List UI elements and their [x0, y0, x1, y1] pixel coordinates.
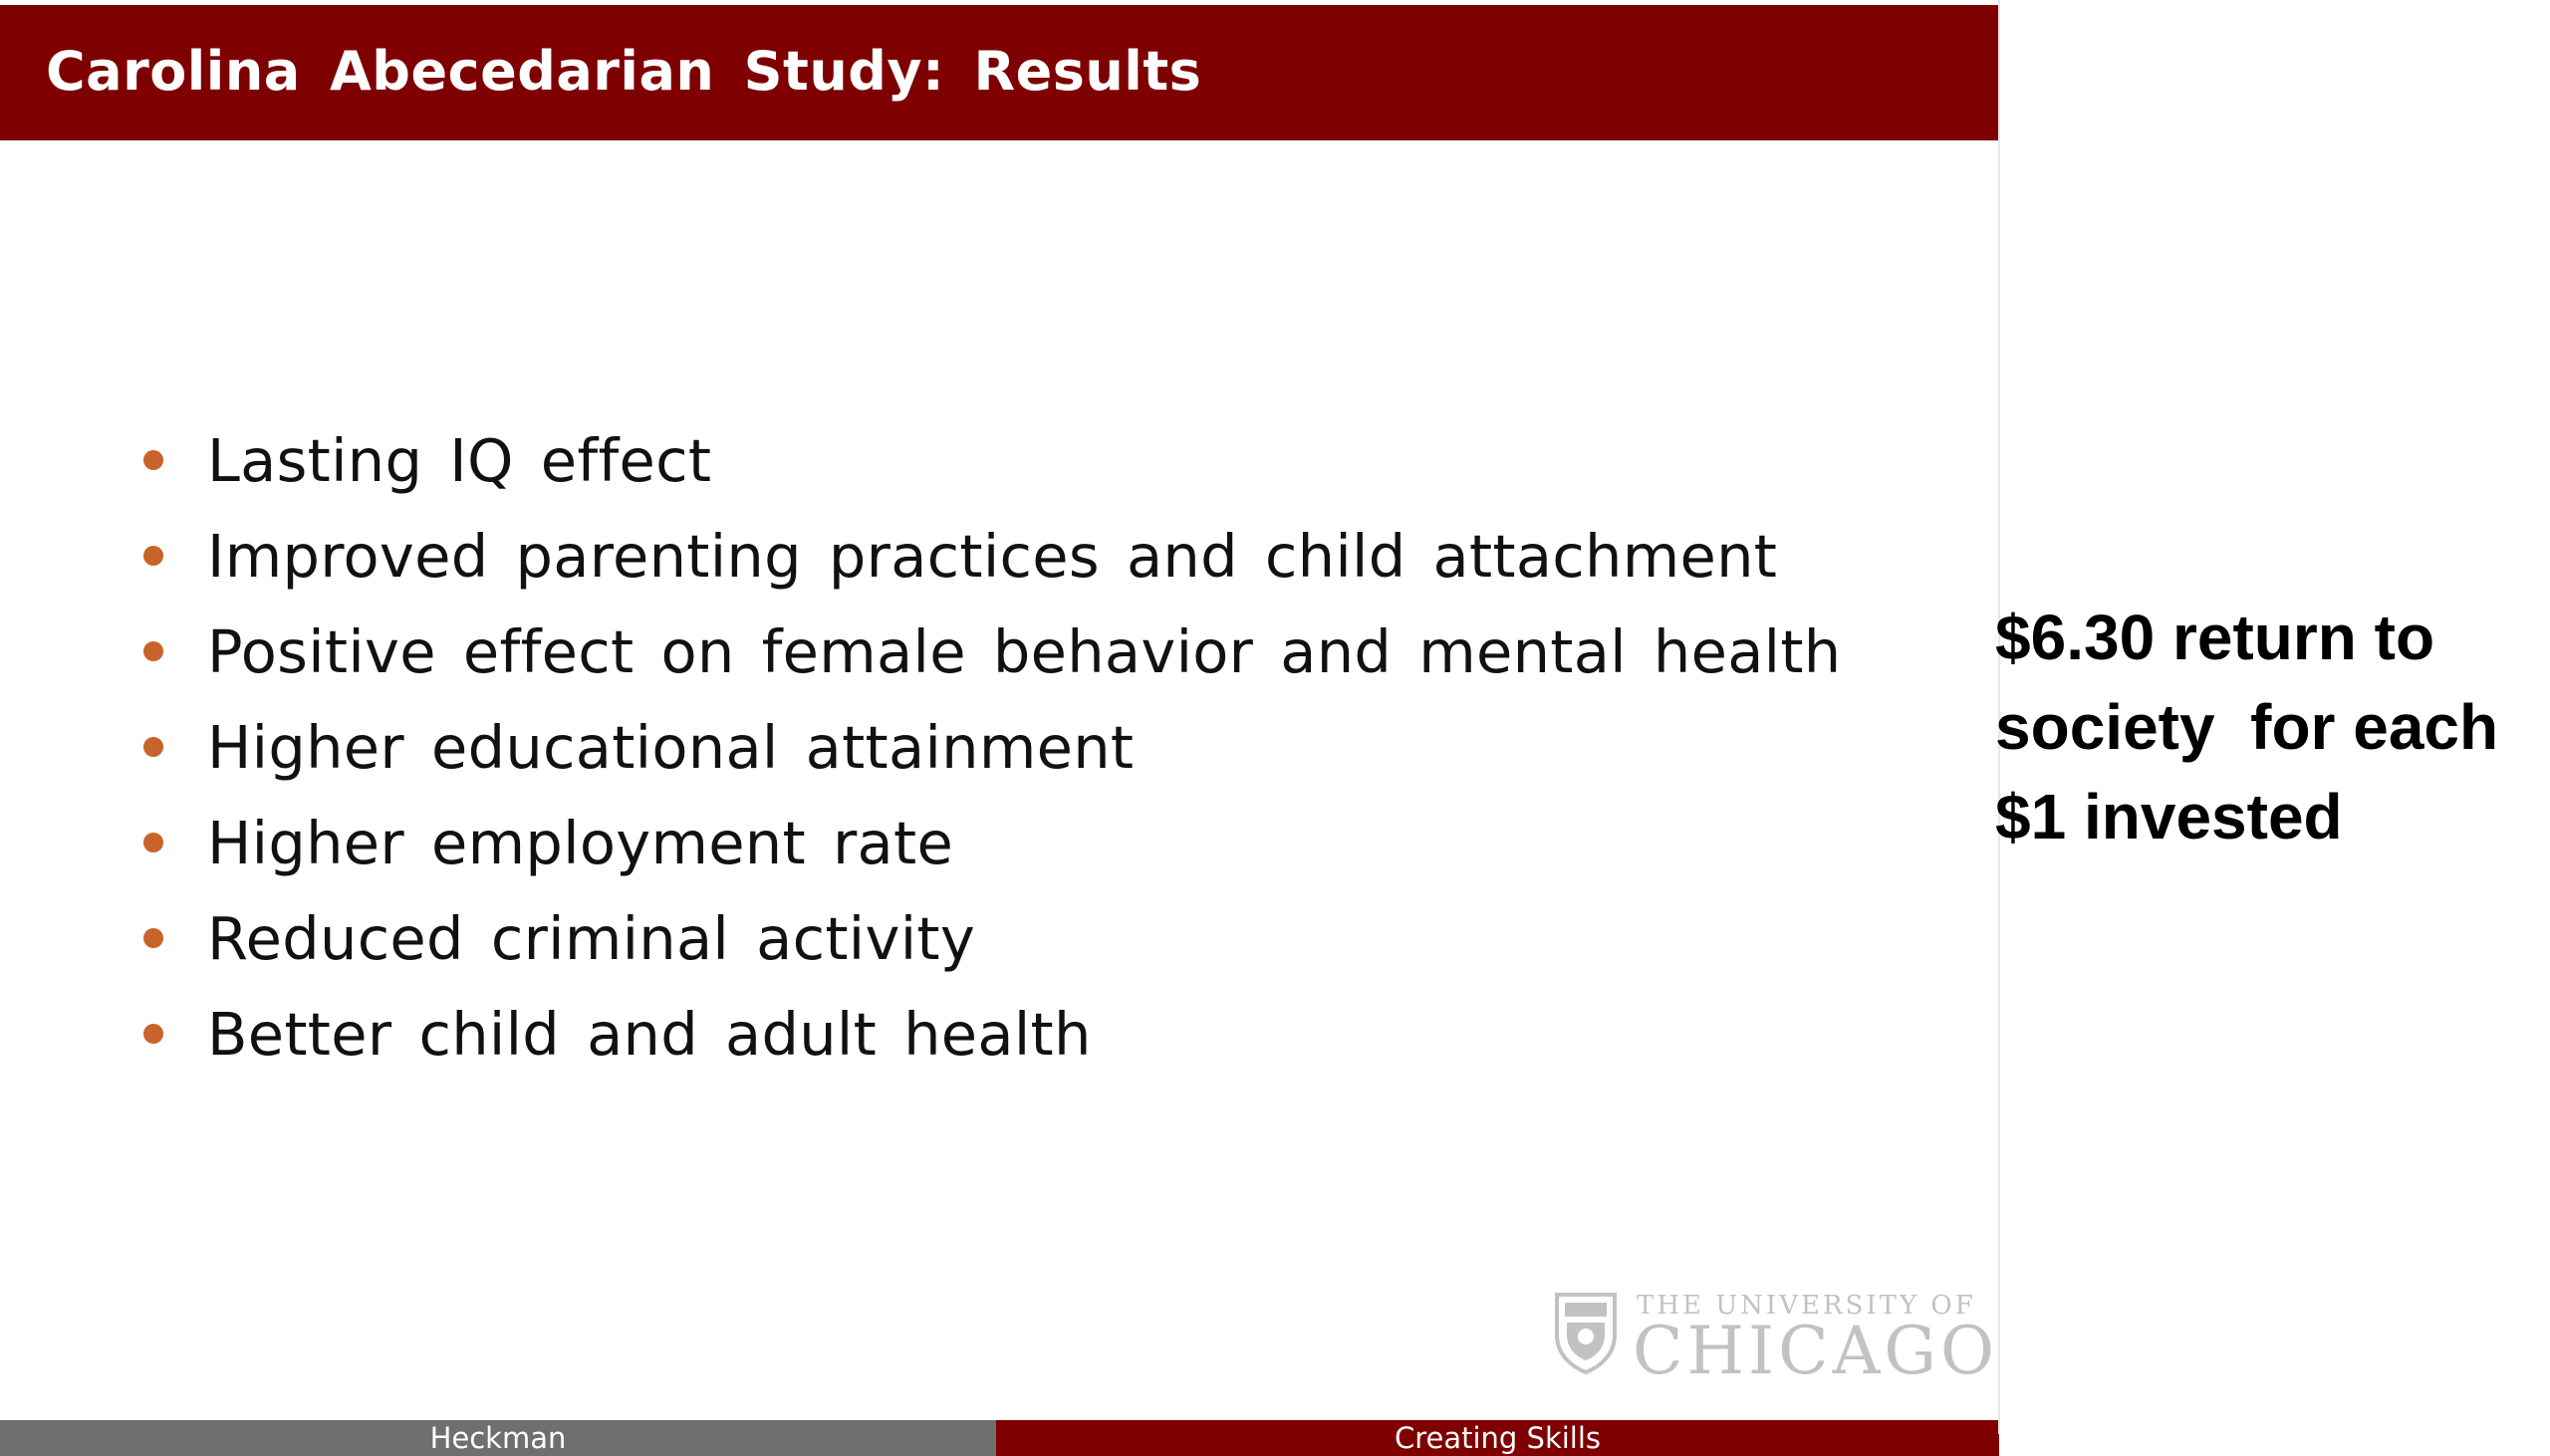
bullet-dot-icon	[143, 641, 163, 661]
bullet-list	[143, 412, 1842, 1082]
bullet-dot-icon	[143, 928, 163, 948]
bullet-item	[143, 699, 1842, 795]
footer-author: Heckman	[429, 1421, 567, 1455]
bullet-dot-icon	[143, 737, 163, 757]
bullet-dot-icon	[143, 546, 163, 566]
bullet-text: Higher employment rate	[207, 808, 954, 877]
callout-line: society for each	[1995, 691, 2499, 763]
bullet-text: Better child and adult health	[207, 999, 1092, 1069]
callout-line: $6.30 return to	[1995, 602, 2435, 673]
university-crest-icon	[1553, 1291, 1619, 1376]
bullet-dot-icon	[143, 450, 163, 470]
bullet-dot-icon	[143, 833, 163, 852]
bullet-text: Improved parenting practices and child attachment	[207, 521, 1778, 591]
slide-title: Carolina Abecedarian Study: Results	[46, 40, 1202, 103]
logo-text-small: THE UNIVERSITY OF	[1637, 1291, 1976, 1321]
callout-line: $1 invested	[1995, 781, 2343, 852]
bullet-item	[143, 795, 1842, 890]
bullet-text: Lasting IQ effect	[207, 425, 712, 495]
title-bar	[0, 5, 1999, 140]
bullet-item	[143, 890, 1842, 986]
bullet-item	[143, 604, 1842, 699]
return-callout	[1995, 593, 2533, 861]
bullet-text: Higher educational attainment	[207, 712, 1135, 782]
bullet-text: Positive effect on female behavior and mental health	[207, 616, 1842, 686]
bullet-item	[143, 412, 1842, 508]
footer-author-bar	[0, 1420, 996, 1456]
footer-title-bar	[996, 1420, 1999, 1456]
logo-text-large: CHICAGO	[1633, 1313, 1999, 1389]
university-logo	[1549, 1285, 1999, 1389]
bullet-dot-icon	[143, 1024, 163, 1044]
bullet-text: Reduced criminal activity	[207, 903, 976, 973]
footer-short-title: Creating Skills	[1394, 1421, 1602, 1455]
bullet-item	[143, 986, 1842, 1082]
bullet-item	[143, 508, 1842, 604]
